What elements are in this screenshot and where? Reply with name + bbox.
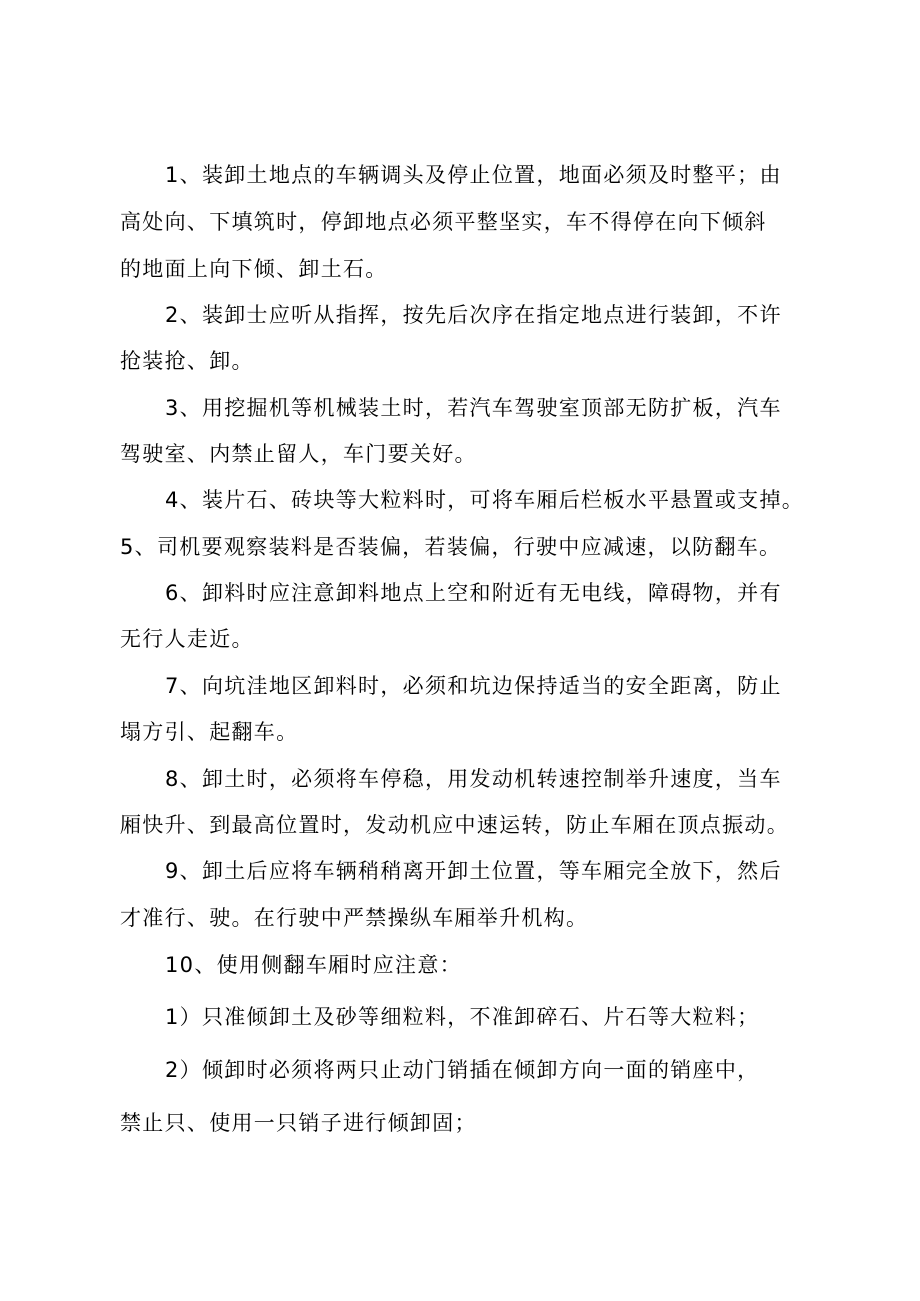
text-line: 禁止只、使用一只销子进行倾卸固；	[120, 1111, 477, 1135]
text-line: 8、卸土时，必须将车停稳，用发动机转速控制举升速度，当车	[165, 767, 782, 791]
text-line: 5、司机要观察装料是否装偏，若装偏，行驶中应减速，以防翻车。	[120, 535, 782, 559]
text-line: 才准行、驶。在行驶中严禁操纵车厢举升机构。	[120, 906, 589, 930]
text-line: 6、卸料时应注意卸料地点上空和附近有无电线，障碍物，并有	[165, 581, 782, 605]
text-line: 7、向坑洼地区卸料时，必须和坑边保持适当的安全距离，防止	[165, 674, 782, 698]
text-line: 1、装卸土地点的车辆调头及停止位置，地面必须及时整平；由	[165, 163, 782, 187]
text-line: 抢装抢、卸。	[120, 349, 254, 373]
text-line: 2、装卸士应听从指挥，按先后次序在指定地点进行装卸，不许	[165, 303, 782, 327]
text-line: 10、使用侧翻车厢时应注意：	[165, 953, 462, 977]
text-line: 1）只准倾卸土及砂等细粒料，不准卸碎石、片石等大粒料；	[165, 1005, 760, 1029]
text-line: 无行人走近。	[120, 627, 254, 651]
text-line: 的地面上向下倾、卸土石。	[120, 257, 388, 281]
text-line: 2）倾卸时必须将两只止动门销插在倾卸方向一面的销座中，	[165, 1058, 760, 1082]
text-line: 塌方引、起翻车。	[120, 720, 299, 744]
text-line: 9、卸土后应将车辆稍稍离开卸土位置，等车厢完全放下，然后	[165, 859, 782, 883]
text-line: 厢快升、到最高位置时，发动机应中速运转，防止车厢在顶点振动。	[120, 813, 789, 837]
text-line: 4、装片石、砖块等大粒料时，可将车厢后栏板水平悬置或支掉。	[165, 488, 805, 512]
text-line: 驾驶室、内禁止留人，车门要关好。	[120, 442, 477, 466]
text-line: 高处向、下填筑时，停卸地点必须平整坚实，车不得停在向下倾斜	[120, 210, 767, 234]
text-line: 3、用挖掘机等机械装土时，若汽车驾驶室顶部无防扩板，汽车	[165, 396, 782, 420]
